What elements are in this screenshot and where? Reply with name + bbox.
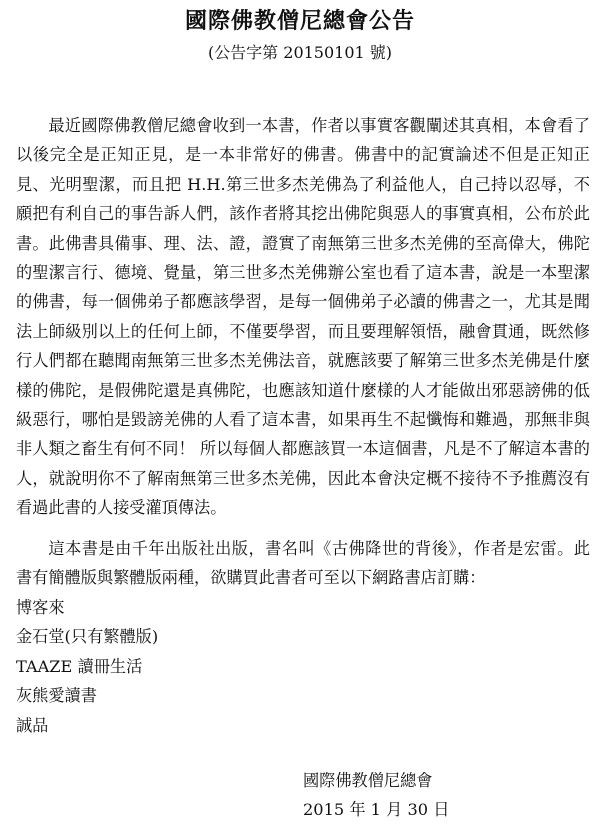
bookstore-item: 誠品 <box>16 715 49 735</box>
signature-block <box>303 766 449 824</box>
announcement-body <box>16 111 590 523</box>
signature-organization: 國際佛教僧尼總會 <box>303 771 433 790</box>
bookstore-item: 灰熊愛讀書 <box>16 686 97 706</box>
signature-date: 2015 年 1 月 30 日 <box>303 800 450 819</box>
announcement-title: 國際佛教僧尼總會公告 <box>184 8 415 34</box>
bookstore-item: 博客來 <box>16 598 65 617</box>
bookstore-item: 金石堂(只有繁體版) <box>16 627 159 647</box>
bookstore-list <box>16 593 158 740</box>
bookstore-item: TAAZE 讀冊生活 <box>16 656 143 676</box>
purchase-paragraph: 這本書是由千年出版社出版，書名叫《古佛降世的背後》，作者是宏雷。此書有簡體版與繁體版兩種，欲購買此書者可至以下網路書店訂購： <box>16 539 590 588</box>
announcement-reference-number: (公告字第 20150101 號) <box>207 43 393 62</box>
body-paragraph: 最近國際佛教僧尼總會收到一本書，作者以事實客觀闡述其真相，本會看了以後完全是正知正見，是一本非常好的佛書。佛書中的記實論述不但是正知正見、光明聖潔，而且把 H.H.第三世多杰羌佛為了利益他人，自己持以忍辱，不願把有利自己的事告訴人們，該作者將其挖出佛陀與惡人的事實真相，公布於此書。此佛書具備事、理、法、證，證實了南無第三世多杰羌佛的至高偉大，佛陀的聖潔言行、德境、覺量，第三世多杰羌佛辦公室也看了這本書，說是一本聖潔的佛書，每一個佛弟子都應該學習，是每一個佛弟子必讀的佛書之一，尤其是聞法上師級別以上的任何上師，不僅要學習，而且要理解領悟，融會貫通，既然修行人們都在聽聞南無第三世多杰羌佛法音，就應該要了解第三世多杰羌佛是什麼樣的佛陀，是假佛陀還是真佛陀，也應該知道什麼樣的人才能做出邪惡謗佛的低級惡行，哪怕是毀謗羌佛的人看了這本書，如果再生不起懺悔和難過，那無非與非人類之畜生有何不同！ 所以每個人都應該買一本這個書，凡是不了解這本書的人，就說明你不了解南無第三世多杰羌佛，因此本會決定概不接待不予推薦沒有看過此書的人接受灌頂傳法。 <box>16 116 590 518</box>
